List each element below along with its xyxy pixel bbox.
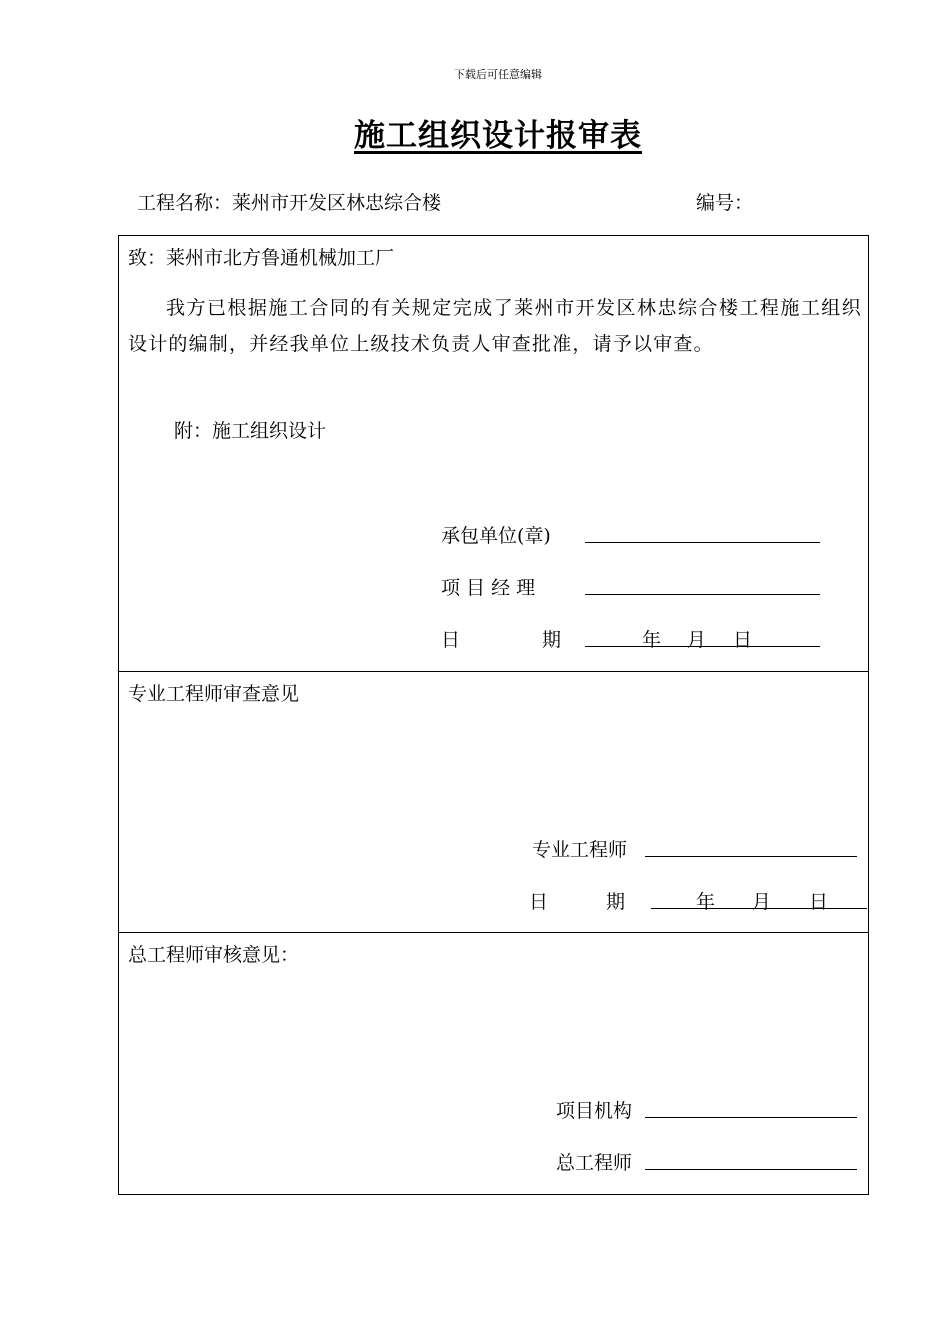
to-name: 莱州市北方鲁通机械加工厂 — [166, 247, 395, 269]
date-label-char-2: 期 — [606, 891, 626, 913]
recipient-line — [128, 243, 394, 270]
org-sign-line[interactable] — [645, 1099, 857, 1118]
engineer-sign-line[interactable] — [645, 838, 857, 857]
form-table — [118, 235, 869, 1195]
number-label: 编号： — [696, 192, 754, 214]
pm-sign-line[interactable] — [585, 576, 820, 595]
date-label-char-1: 日 — [441, 629, 461, 651]
month-label: 月 — [687, 629, 707, 651]
chief-sign-line[interactable] — [645, 1151, 857, 1170]
page-title: 施工组织设计报审表 — [354, 118, 642, 154]
day-label: 日 — [809, 891, 829, 913]
divider — [119, 932, 868, 933]
year-label: 年 — [696, 891, 716, 913]
date-label-char-1: 日 — [529, 891, 549, 913]
org-label: 项目机构 — [556, 1100, 633, 1122]
chief-review-heading: 总工程师审核意见： — [128, 944, 300, 966]
submission-paragraph: 我方已根据施工合同的有关规定完成了莱州市开发区林忠综合楼工程施工组织设计的编制，并经我单位上级技术负责人审查批准，请予以审查。 — [128, 297, 862, 355]
to-label: 致： — [128, 247, 167, 269]
month-label: 月 — [752, 891, 772, 913]
engineer-label: 专业工程师 — [532, 839, 628, 861]
date-label-char-2: 期 — [542, 629, 562, 651]
chief-label: 总工程师 — [556, 1152, 633, 1174]
contractor-sign-line[interactable] — [585, 524, 820, 543]
contractor-label: 承包单位(章) — [441, 525, 551, 547]
attachment-line: 附：施工组织设计 — [174, 420, 327, 442]
project-name: 莱州市开发区林忠综合楼 — [232, 192, 442, 214]
project-name-row — [137, 188, 441, 215]
header-note: 下载后可任意编辑 — [454, 68, 542, 81]
year-label: 年 — [642, 629, 662, 651]
pm-label: 项 目 经 理 — [441, 577, 536, 599]
day-label: 日 — [733, 629, 753, 651]
engineer-review-heading: 专业工程师审查意见 — [128, 683, 300, 705]
project-label: 工程名称： — [137, 192, 233, 214]
divider — [119, 671, 868, 672]
